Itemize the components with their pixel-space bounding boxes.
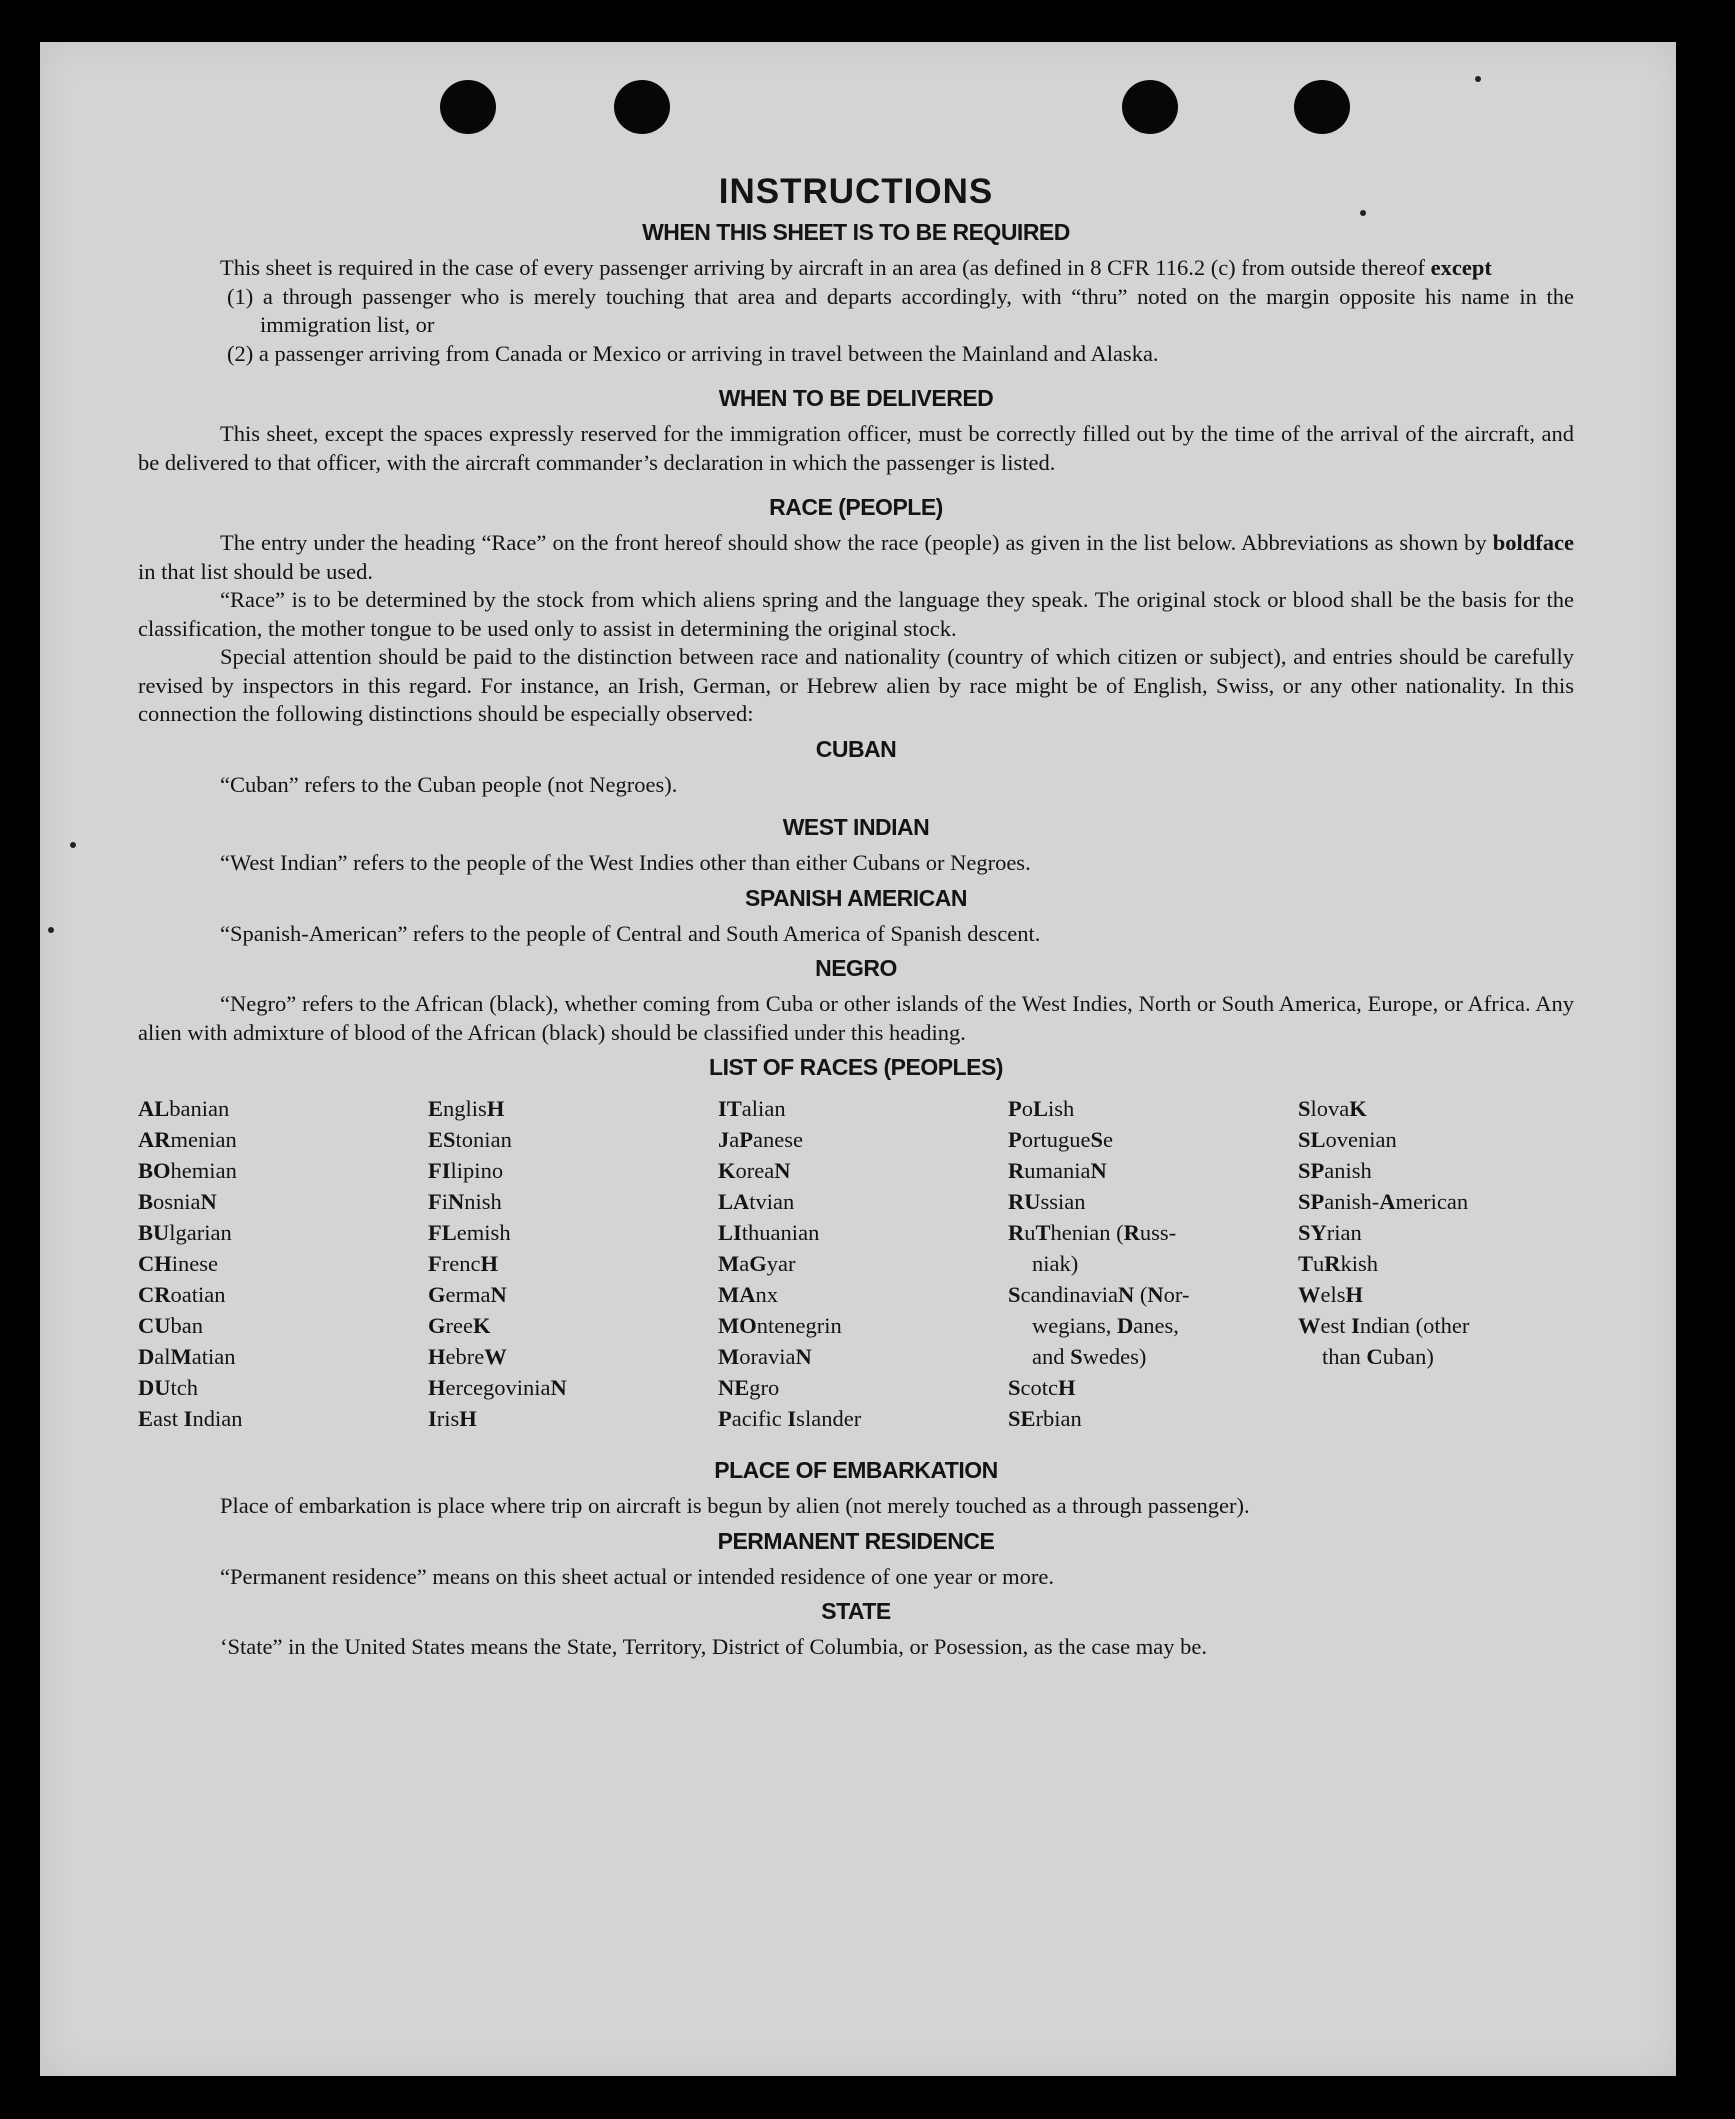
race-item: IrisH xyxy=(428,1406,477,1431)
heading-cuban: CUBAN xyxy=(815,735,897,762)
race-item: TuRkish xyxy=(1298,1251,1379,1276)
race-item: PoLish xyxy=(1008,1096,1075,1121)
race-item: GermaN xyxy=(428,1282,507,1307)
race-item: MOntenegrin xyxy=(718,1313,842,1338)
race-item: RuThenian (Russ- xyxy=(1008,1220,1177,1245)
race-item: WelsH xyxy=(1298,1282,1364,1307)
when-required-intro-text: This sheet is required in the case of every passenger arriving by aircraft in an area (as defined in 8 CFR 116.2 (c) from outside thereof xyxy=(220,255,1425,280)
race-item: than Cuban) xyxy=(1322,1344,1434,1369)
instructions-content xyxy=(138,172,1574,1662)
speck xyxy=(48,927,54,933)
speck xyxy=(70,842,76,848)
race-item: BosniaN xyxy=(138,1189,217,1214)
race-item: FiNnish xyxy=(428,1189,502,1214)
heading-when-delivered: WHEN TO BE DELIVERED xyxy=(718,385,994,411)
race-item: LAtvian xyxy=(718,1189,795,1214)
races-column xyxy=(1008,1093,1298,1434)
races-column xyxy=(138,1093,428,1434)
when-required-except: except xyxy=(1430,255,1492,280)
heading-west-indian: WEST INDIAN xyxy=(782,814,930,840)
race-item: MaGyar xyxy=(718,1251,796,1276)
speck xyxy=(1475,76,1481,82)
heading-when-required: WHEN THIS SHEET IS TO BE REQUIRED xyxy=(642,219,1070,245)
race-item: SPanish xyxy=(1298,1158,1372,1183)
heading-negro: NEGRO xyxy=(815,955,897,981)
race-item: wegians, Danes, xyxy=(1032,1313,1179,1338)
race-item: SlovaK xyxy=(1298,1096,1367,1121)
embarkation-text: Place of embarkation is place where trip on aircraft is begun by alien (not merely touched as a through passenger). xyxy=(220,1493,1250,1518)
race-item: JaPanese xyxy=(718,1127,804,1152)
punch-hole xyxy=(440,80,496,134)
race-item: MoraviaN xyxy=(718,1344,812,1369)
race-item: DalMatian xyxy=(138,1344,236,1369)
race-item: SLovenian xyxy=(1298,1127,1397,1152)
race-item: DUtch xyxy=(138,1375,199,1400)
race-item: RUssian xyxy=(1008,1189,1086,1214)
race-item: East Indian xyxy=(138,1406,243,1431)
race-item: niak) xyxy=(1032,1251,1079,1276)
heading-list-of-races: LIST OF RACES (PEOPLES) xyxy=(709,1054,1003,1080)
race-item: SPanish-American xyxy=(1298,1189,1469,1214)
race-item: BUlgarian xyxy=(138,1220,232,1245)
west-indian-text: “West Indian” refers to the people of the West Indies other than either Cubans or Negroes. xyxy=(220,850,1031,875)
heading-embarkation: PLACE OF EMBARKATION xyxy=(714,1457,998,1483)
race-item: EStonian xyxy=(428,1127,512,1152)
race-paragraph-2: “Race” is to be determined by the stock from which aliens spring and the language they speak. The original stock or blood shall be the basis for the classification, the mother tongue to be used only to assist in determining the original stock. xyxy=(138,587,1574,641)
race-item: LIthuanian xyxy=(718,1220,820,1245)
heading-state: STATE xyxy=(821,1598,891,1624)
punch-hole xyxy=(1294,80,1350,134)
race-p1-bold: boldface xyxy=(1492,530,1574,555)
cuban-text: “Cuban” refers to the Cuban people (not Negroes). xyxy=(220,771,678,797)
page-title: INSTRUCTIONS xyxy=(718,172,994,211)
race-item: CUban xyxy=(138,1313,203,1338)
race-item: BOhemian xyxy=(138,1158,237,1183)
race-item: SYrian xyxy=(1298,1220,1362,1245)
punch-hole xyxy=(614,80,670,134)
race-item: HercegoviniaN xyxy=(428,1375,567,1400)
race-item: ITalian xyxy=(718,1096,786,1121)
race-item: GreeK xyxy=(428,1313,491,1338)
when-required-item-1: (1) a through passenger who is merely touching that area and departs accordingly, with “thru” noted on the margin opposite his name in the immigration list, or xyxy=(227,283,1574,337)
race-item: ScotcH xyxy=(1008,1375,1076,1400)
race-item: FrencH xyxy=(428,1251,499,1276)
race-item: MAnx xyxy=(718,1282,778,1307)
race-item: and Swedes) xyxy=(1032,1344,1147,1369)
punch-hole xyxy=(1122,80,1178,134)
race-item: HebreW xyxy=(428,1344,507,1369)
race-item: FLemish xyxy=(428,1220,511,1245)
race-item: NEgro xyxy=(718,1375,780,1400)
race-item: ALbanian xyxy=(138,1096,230,1121)
when-required-intro xyxy=(138,254,1574,283)
race-item: CHinese xyxy=(138,1251,219,1276)
spanish-american-text: “Spanish-American” refers to the people of Central and South America of Spanish descent. xyxy=(220,920,1041,946)
when-required-item-2: (2) a passenger arriving from Canada or Mexico or arriving in travel between the Mainland and Alaska. xyxy=(227,340,1159,366)
heading-permanent-residence: PERMANENT RESIDENCE xyxy=(717,1527,995,1554)
race-paragraph-1 xyxy=(138,529,1574,586)
race-item: RumaniaN xyxy=(1008,1158,1107,1183)
heading-spanish-american: SPANISH AMERICAN xyxy=(744,884,967,911)
races-list xyxy=(138,1093,1574,1434)
race-item: CRoatian xyxy=(138,1282,226,1307)
permanent-residence-text: “Permanent residence” means on this sheet actual or intended residence of one year or more. xyxy=(220,1563,1055,1589)
race-item: EnglisH xyxy=(428,1096,505,1121)
race-item: West Indian (other xyxy=(1298,1313,1470,1338)
document-sheet xyxy=(40,42,1676,2076)
race-item: ARmenian xyxy=(138,1127,237,1152)
race-item: KoreaN xyxy=(718,1158,791,1183)
race-item: Pacific Islander xyxy=(718,1406,862,1431)
race-item: PortugueSe xyxy=(1008,1127,1114,1152)
when-delivered-text: This sheet, except the spaces expressly reserved for the immigration officer, must be correctly filled out by the time of the arrival of the aircraft, and be delivered to that officer, with the aircraft commander’s declaration in which the passenger is listed. xyxy=(138,421,1574,475)
races-column xyxy=(1298,1093,1578,1434)
races-column xyxy=(428,1093,718,1434)
race-paragraph-3: Special attention should be paid to the distinction between race and nationality (country of which citizen or subject), and entries should be carefully revised by inspectors in this regard. For instance, an Irish, German, or Hebrew alien by race might be of English, Swiss, or any other nationality. In this connection the following distinctions should be especially observed: xyxy=(138,644,1574,726)
race-item: FIlipino xyxy=(428,1158,504,1183)
state-text: ‘State” in the United States means the State, Territory, District of Columbia, or Posession, as the case may be. xyxy=(220,1634,1207,1659)
negro-text: “Negro” refers to the African (black), whether coming from Cuba or other islands of the West Indies, North or South America, Europe, or Africa. Any alien with admixture of blood of the African (black) should be classified under this heading. xyxy=(138,991,1574,1045)
race-item: SErbian xyxy=(1008,1406,1082,1431)
race-p1-b: in that list should be used. xyxy=(138,558,373,584)
race-item: ScandinaviaN (Nor- xyxy=(1008,1282,1190,1307)
races-column xyxy=(718,1093,1008,1434)
heading-race: RACE (PEOPLE) xyxy=(769,494,943,520)
race-p1-a: The entry under the heading “Race” on the front hereof should show the race (people) as given in the list below. Abbreviations as shown by xyxy=(220,530,1487,555)
